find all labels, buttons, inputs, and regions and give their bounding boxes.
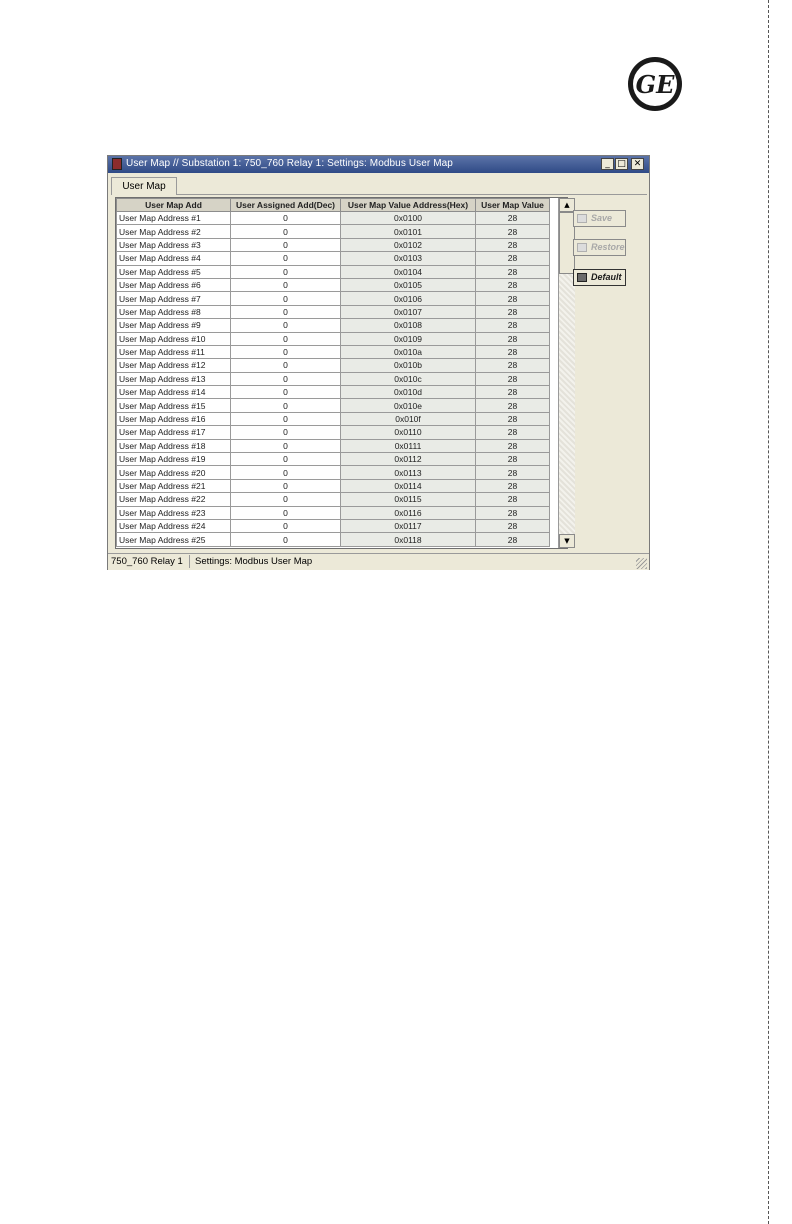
table-header-row <box>117 199 550 212</box>
column-header-user-map-value[interactable]: User Map Value <box>476 199 550 212</box>
cell-user-map-add: User Map Address #2 <box>117 225 231 238</box>
cell-user-map-add: User Map Address #16 <box>117 412 231 425</box>
cell-user-map-value-address-hex: 0x0111 <box>341 439 476 452</box>
cell-user-map-add: User Map Address #12 <box>117 359 231 372</box>
cell-user-assigned-add-dec[interactable]: 0 <box>231 412 341 425</box>
cell-user-map-add: User Map Address #4 <box>117 252 231 265</box>
cell-user-map-value-address-hex: 0x010d <box>341 386 476 399</box>
table-row[interactable] <box>117 412 550 425</box>
cell-user-map-value-address-hex: 0x0109 <box>341 332 476 345</box>
status-separator <box>189 555 190 568</box>
cell-user-map-value: 28 <box>476 453 550 466</box>
cell-user-map-add: User Map Address #14 <box>117 386 231 399</box>
table-row[interactable] <box>117 386 550 399</box>
cell-user-map-add: User Map Address #13 <box>117 372 231 385</box>
cell-user-map-value: 28 <box>476 332 550 345</box>
cell-user-map-add: User Map Address #21 <box>117 479 231 492</box>
table-row[interactable] <box>117 519 550 532</box>
svg-text:GE: GE <box>635 70 675 99</box>
cell-user-map-add: User Map Address #1 <box>117 212 231 225</box>
table-row[interactable] <box>117 493 550 506</box>
cell-user-map-value: 28 <box>476 426 550 439</box>
table-row[interactable] <box>117 292 550 305</box>
cell-user-map-add: User Map Address #10 <box>117 332 231 345</box>
cell-user-assigned-add-dec[interactable]: 0 <box>231 212 341 225</box>
restore-button-label: Restore <box>591 242 625 252</box>
cell-user-assigned-add-dec[interactable]: 0 <box>231 332 341 345</box>
cell-user-map-value: 28 <box>476 292 550 305</box>
cell-user-map-add: User Map Address #17 <box>117 426 231 439</box>
cell-user-assigned-add-dec[interactable]: 0 <box>231 479 341 492</box>
cell-user-map-value: 28 <box>476 372 550 385</box>
scroll-up-arrow-icon[interactable]: ▲ <box>559 198 575 212</box>
table-body <box>117 212 550 547</box>
table-row[interactable] <box>117 305 550 318</box>
cell-user-assigned-add-dec[interactable]: 0 <box>231 345 341 358</box>
cell-user-map-add: User Map Address #23 <box>117 506 231 519</box>
cell-user-map-value-address-hex: 0x0116 <box>341 506 476 519</box>
cell-user-map-value: 28 <box>476 533 550 546</box>
user-map-table <box>116 198 550 547</box>
cell-user-map-add: User Map Address #3 <box>117 238 231 251</box>
cell-user-assigned-add-dec[interactable]: 0 <box>231 426 341 439</box>
table-row[interactable] <box>117 225 550 238</box>
save-icon <box>577 214 587 223</box>
save-button-label: Save <box>591 213 613 223</box>
cell-user-map-value-address-hex: 0x010c <box>341 372 476 385</box>
cell-user-map-value-address-hex: 0x0113 <box>341 466 476 479</box>
restore-icon <box>577 243 587 252</box>
table-row[interactable] <box>117 359 550 372</box>
default-icon <box>577 273 587 282</box>
page-cut-line <box>768 0 769 1224</box>
status-path: Settings: Modbus User Map <box>195 556 313 567</box>
cell-user-assigned-add-dec[interactable]: 0 <box>231 372 341 385</box>
cell-user-map-value-address-hex: 0x0101 <box>341 225 476 238</box>
status-bar <box>108 553 649 570</box>
cell-user-assigned-add-dec[interactable]: 0 <box>231 252 341 265</box>
cell-user-assigned-add-dec[interactable]: 0 <box>231 225 341 238</box>
scroll-down-arrow-icon[interactable]: ▼ <box>559 534 575 548</box>
maximize-button[interactable]: □ <box>615 158 628 170</box>
column-header-user-map-value-address-hex[interactable]: User Map Value Address(Hex) <box>341 199 476 212</box>
tab-divider <box>177 194 647 195</box>
cell-user-assigned-add-dec[interactable]: 0 <box>231 292 341 305</box>
table-row[interactable] <box>117 399 550 412</box>
cell-user-map-value: 28 <box>476 305 550 318</box>
cell-user-map-add: User Map Address #11 <box>117 345 231 358</box>
table-row[interactable] <box>117 319 550 332</box>
cell-user-assigned-add-dec[interactable]: 0 <box>231 238 341 251</box>
user-map-grid <box>115 197 568 549</box>
column-header-user-map-add[interactable]: User Map Add <box>117 199 231 212</box>
ge-logo <box>627 56 683 112</box>
cell-user-map-value-address-hex: 0x0103 <box>341 252 476 265</box>
table-row[interactable] <box>117 439 550 452</box>
cell-user-map-value: 28 <box>476 345 550 358</box>
cell-user-map-value-address-hex: 0x0110 <box>341 426 476 439</box>
cell-user-assigned-add-dec[interactable]: 0 <box>231 305 341 318</box>
cell-user-map-value-address-hex: 0x010e <box>341 399 476 412</box>
cell-user-map-value: 28 <box>476 278 550 291</box>
cell-user-map-add: User Map Address #24 <box>117 519 231 532</box>
resize-grip-icon[interactable] <box>636 558 647 569</box>
close-button[interactable]: ✕ <box>631 158 644 170</box>
cell-user-map-add: User Map Address #5 <box>117 265 231 278</box>
table-row[interactable] <box>117 332 550 345</box>
table-row[interactable] <box>117 426 550 439</box>
cell-user-map-value-address-hex: 0x0104 <box>341 265 476 278</box>
cell-user-map-add: User Map Address #19 <box>117 453 231 466</box>
cell-user-map-value: 28 <box>476 265 550 278</box>
cell-user-map-add: User Map Address #22 <box>117 493 231 506</box>
table-row[interactable] <box>117 453 550 466</box>
cell-user-map-value: 28 <box>476 386 550 399</box>
table-row[interactable] <box>117 372 550 385</box>
cell-user-assigned-add-dec[interactable]: 0 <box>231 506 341 519</box>
save-button[interactable] <box>573 210 626 227</box>
cell-user-map-value-address-hex: 0x0102 <box>341 238 476 251</box>
cell-user-assigned-add-dec[interactable]: 0 <box>231 493 341 506</box>
cell-user-assigned-add-dec[interactable]: 0 <box>231 533 341 546</box>
default-button-label: Default <box>591 272 622 282</box>
table-row[interactable] <box>117 466 550 479</box>
cell-user-map-value-address-hex: 0x010a <box>341 345 476 358</box>
tab-user-map[interactable]: User Map <box>111 177 177 195</box>
cell-user-map-value-address-hex: 0x0108 <box>341 319 476 332</box>
status-device: 750_760 Relay 1 <box>111 556 183 567</box>
cell-user-map-value: 28 <box>476 225 550 238</box>
cell-user-map-add: User Map Address #20 <box>117 466 231 479</box>
cell-user-map-value-address-hex: 0x0100 <box>341 212 476 225</box>
cell-user-assigned-add-dec[interactable]: 0 <box>231 359 341 372</box>
table-row[interactable] <box>117 252 550 265</box>
cell-user-map-value: 28 <box>476 252 550 265</box>
cell-user-map-add: User Map Address #7 <box>117 292 231 305</box>
cell-user-map-value: 28 <box>476 319 550 332</box>
cell-user-assigned-add-dec[interactable]: 0 <box>231 519 341 532</box>
cell-user-map-value: 28 <box>476 439 550 452</box>
cell-user-map-value-address-hex: 0x010b <box>341 359 476 372</box>
cell-user-map-value: 28 <box>476 519 550 532</box>
cell-user-map-value: 28 <box>476 506 550 519</box>
column-header-user-assigned-add-dec[interactable]: User Assigned Add(Dec) <box>231 199 341 212</box>
cell-user-map-value: 28 <box>476 399 550 412</box>
cell-user-map-add: User Map Address #25 <box>117 533 231 546</box>
cell-user-assigned-add-dec[interactable]: 0 <box>231 399 341 412</box>
table-row[interactable] <box>117 533 550 546</box>
cell-user-map-value-address-hex: 0x0106 <box>341 292 476 305</box>
cell-user-map-value: 28 <box>476 212 550 225</box>
cell-user-assigned-add-dec[interactable]: 0 <box>231 453 341 466</box>
cell-user-map-add: User Map Address #8 <box>117 305 231 318</box>
cell-user-map-value-address-hex: 0x010f <box>341 412 476 425</box>
cell-user-map-add: User Map Address #18 <box>117 439 231 452</box>
cell-user-map-value: 28 <box>476 238 550 251</box>
user-map-window <box>107 155 650 570</box>
cell-user-map-add: User Map Address #6 <box>117 278 231 291</box>
window-titlebar[interactable] <box>108 156 649 173</box>
cell-user-assigned-add-dec[interactable]: 0 <box>231 386 341 399</box>
table-row[interactable] <box>117 265 550 278</box>
default-button[interactable] <box>573 269 626 286</box>
app-icon <box>112 158 122 170</box>
cell-user-assigned-add-dec[interactable]: 0 <box>231 278 341 291</box>
cell-user-map-value: 28 <box>476 359 550 372</box>
table-row[interactable] <box>117 278 550 291</box>
restore-button[interactable] <box>573 239 626 256</box>
table-row[interactable] <box>117 345 550 358</box>
cell-user-map-value-address-hex: 0x0117 <box>341 519 476 532</box>
cell-user-map-value: 28 <box>476 466 550 479</box>
cell-user-map-value-address-hex: 0x0107 <box>341 305 476 318</box>
cell-user-map-add: User Map Address #9 <box>117 319 231 332</box>
cell-user-map-value: 28 <box>476 412 550 425</box>
cell-user-map-value-address-hex: 0x0118 <box>341 533 476 546</box>
cell-user-map-value-address-hex: 0x0114 <box>341 479 476 492</box>
cell-user-assigned-add-dec[interactable]: 0 <box>231 265 341 278</box>
cell-user-assigned-add-dec[interactable]: 0 <box>231 319 341 332</box>
cell-user-map-value: 28 <box>476 493 550 506</box>
table-row[interactable] <box>117 212 550 225</box>
cell-user-assigned-add-dec[interactable]: 0 <box>231 439 341 452</box>
cell-user-map-value-address-hex: 0x0112 <box>341 453 476 466</box>
table-row[interactable] <box>117 238 550 251</box>
table-row[interactable] <box>117 479 550 492</box>
cell-user-map-value: 28 <box>476 479 550 492</box>
table-row[interactable] <box>117 506 550 519</box>
window-title: User Map // Substation 1: 750_760 Relay 1: Settings: Modbus User Map <box>126 158 453 169</box>
minimize-button[interactable]: _ <box>601 158 614 170</box>
cell-user-map-add: User Map Address #15 <box>117 399 231 412</box>
cell-user-map-value-address-hex: 0x0115 <box>341 493 476 506</box>
cell-user-map-value-address-hex: 0x0105 <box>341 278 476 291</box>
cell-user-assigned-add-dec[interactable]: 0 <box>231 466 341 479</box>
